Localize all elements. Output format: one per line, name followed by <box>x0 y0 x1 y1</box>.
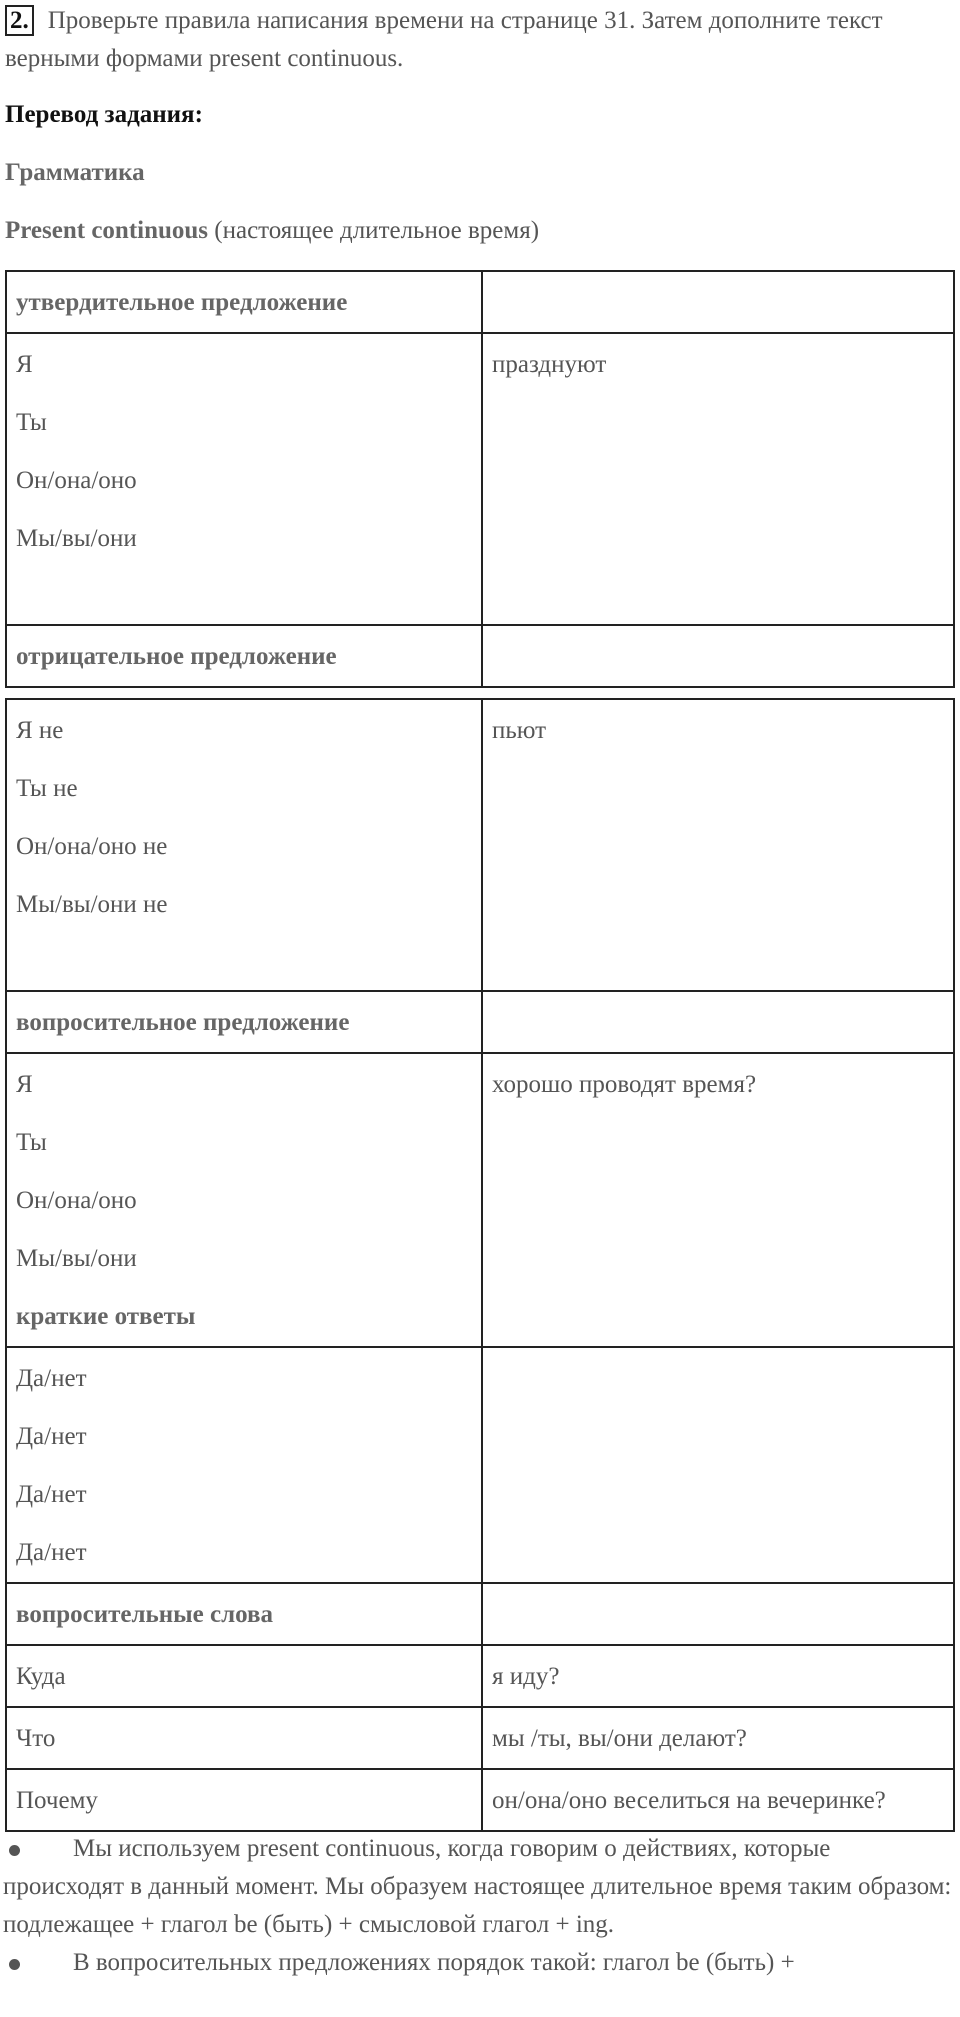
table-row <box>6 1769 954 1831</box>
question-verb-cell <box>482 1053 954 1347</box>
short-answer: Да/нет <box>16 1539 87 1566</box>
grammar-table-affirmative <box>5 270 955 688</box>
rule-note-2 <box>3 1944 953 1982</box>
question-subject: Ты <box>16 1129 47 1156</box>
short-answers-header: краткие ответы <box>16 1303 196 1330</box>
question-word: Куда <box>6 1645 482 1707</box>
negative-header-empty <box>482 625 954 687</box>
question-words-header-empty <box>482 1583 954 1645</box>
question-word-rest: он/она/оно веселиться на вечеринке? <box>482 1769 954 1831</box>
question-subjects-cell <box>6 1053 482 1347</box>
rule-note-text: В вопросительных предложениях порядок такой: глагол be (быть) + <box>73 1949 795 1976</box>
task-number: 2. <box>5 5 34 36</box>
present-continuous-heading <box>5 212 539 250</box>
negative-header: отрицательное предложение <box>6 625 482 687</box>
translation-heading: Перевод задания: <box>5 101 203 128</box>
present-continuous-translation: (настоящее длительное время) <box>208 217 540 244</box>
table-row <box>6 1645 954 1707</box>
affirmative-subject: Ты <box>16 409 47 436</box>
affirmative-verb: празднуют <box>492 351 607 378</box>
affirmative-subjects-cell <box>6 333 482 625</box>
task-instruction <box>5 2 945 77</box>
affirmative-subject: Мы/вы/они <box>16 525 137 552</box>
short-answer: Да/нет <box>16 1423 87 1450</box>
negative-verb: пьют <box>492 717 547 744</box>
affirmative-subject: Он/она/оно <box>16 467 137 494</box>
negative-subject: Мы/вы/они не <box>16 891 168 918</box>
short-answer: Да/нет <box>16 1481 87 1508</box>
negative-subject: Он/она/оно не <box>16 833 168 860</box>
question-word-rest: мы /ты, вы/они делают? <box>482 1707 954 1769</box>
short-answer: Да/нет <box>16 1365 87 1392</box>
rule-note-1 <box>3 1830 953 1944</box>
task-text: Проверьте правила написания времени на странице 31. Затем дополните текст верными формами present continuous. <box>5 7 883 72</box>
question-words-header: вопросительные слова <box>6 1583 482 1645</box>
question-word: Что <box>6 1707 482 1769</box>
rule-note-text: Мы используем present continuous, когда говорим о действиях, которые происходят в данный момент. Мы образуем настоящее длительное время таким образом: подлежащее + глагол be (быть) + смысловой глагол + ing. <box>3 1835 952 1938</box>
question-subject: Мы/вы/они <box>16 1245 137 1272</box>
grammar-heading: Грамматика <box>5 159 145 186</box>
bullet-icon <box>9 1959 20 1970</box>
question-verb: хорошо проводят время? <box>492 1071 757 1098</box>
affirmative-subject: Я <box>16 351 33 378</box>
grammar-table-main <box>5 698 955 1832</box>
negative-subjects-cell <box>6 699 482 991</box>
short-answers-empty <box>482 1347 954 1583</box>
table-row <box>6 1707 954 1769</box>
bullet-icon <box>9 1845 20 1856</box>
question-word-rest: я иду? <box>482 1645 954 1707</box>
negative-subject: Я не <box>16 717 64 744</box>
affirmative-verb-cell <box>482 333 954 625</box>
affirmative-header: утвердительное предложение <box>6 271 482 333</box>
rule-notes <box>3 1830 953 1982</box>
question-subject: Он/она/оно <box>16 1187 137 1214</box>
short-answers-cell <box>6 1347 482 1583</box>
question-header: вопросительное предложение <box>6 991 482 1053</box>
question-header-empty <box>482 991 954 1053</box>
negative-subject: Ты не <box>16 775 78 802</box>
question-word: Почему <box>6 1769 482 1831</box>
question-subject: Я <box>16 1071 33 1098</box>
affirmative-header-empty <box>482 271 954 333</box>
negative-verb-cell <box>482 699 954 991</box>
present-continuous-term: Present continuous <box>5 217 209 244</box>
